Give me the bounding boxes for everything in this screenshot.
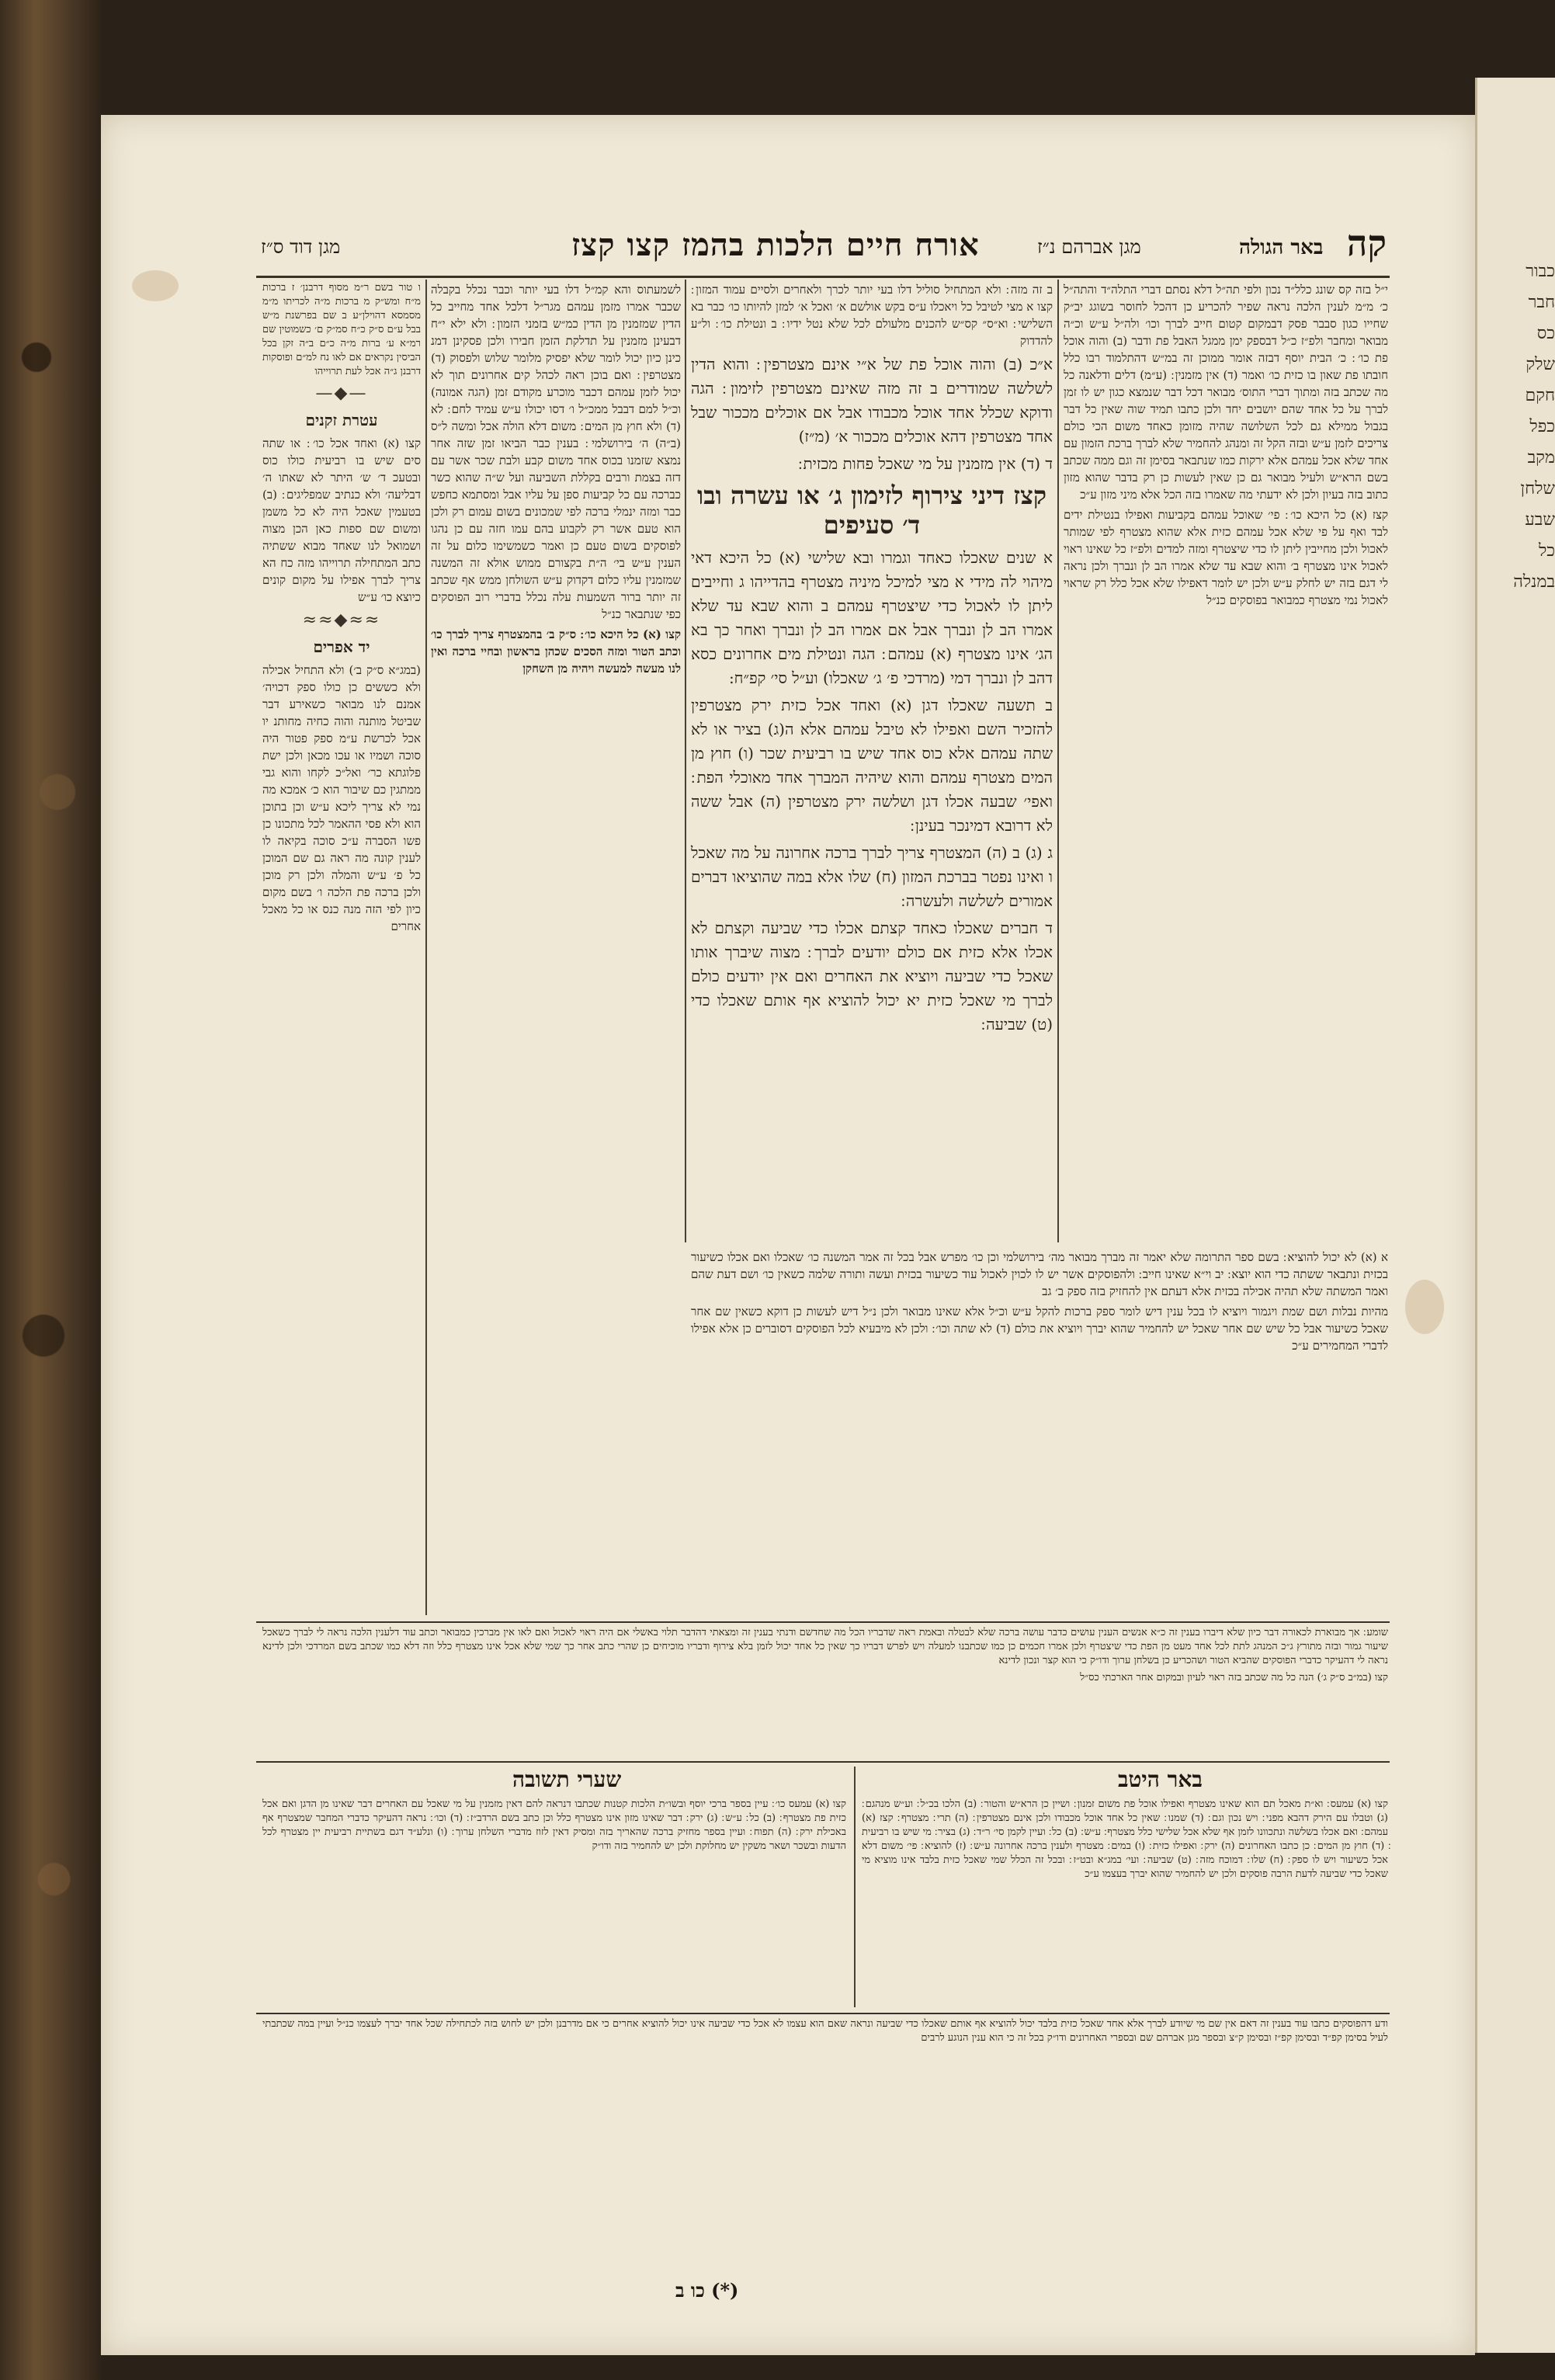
- seif-196-cont: ב זה מזה ׃ ולא המתחיל סוליל דלו בעי יותר לכרך ולאחרים ולסיים עמוד המזון ׃ קצו א מצי לטיבל כל ויאכלו ע״ס בקש אולשם א׳ ואכל א׳ למזן להיותו כו׳ כבר בא השלישי ׃ וא״ס״ קס״ש להכנים מלעולם לכל שלא נטל ידיו ׃ ב ונטילת כו׳ ׃ ול״ע להדדוק: [691, 283, 1053, 348]
- zikukim-title: עטרת זקנים: [305, 411, 378, 429]
- ornament-divider: —◆—: [315, 384, 368, 403]
- magen-avraham-bottom: א (א) לא יכול להוציא ׃ בשם ספר התרומה שלא יאמר זה מברך מבואר מה׳ בירושלמי וכן כו׳ מפרש אבל בכל זה אמר המשנה כו׳ שאכלו ואם אכלו כשיעור בכזית ונתבאר ששתה כדי הוא יוצא ׃ יב וי״א שאינו חייב ׃ ולהפוסקים אשר יש לו לכוין לאכול עוד כשיעור בכזית ועשה ותורה שלמה כשאין כו׳ ושם דעת שהם ואמר המשתה שלא תהיה אכילה בכזית אלא דעתם אין להחזיק בזה ספק ב׳ גב: [691, 1250, 1388, 1298]
- shaarei-teshuvah-title: שערי תשובה: [512, 1767, 622, 1792]
- yad-text: (במג״א ס״ק ב׳) ולא התחיל אכילה ולא כששים כן כולו ספק דכויה׳ אמנם לנו מבואר כשאירע דבר שביטל מותנה והוה כחיה מחותנ יו אכל לכרשת ע״מ ספק פטור היה סוכה ושמיו או עכו מכאן ולכן ישת פלוגתא כר׳ ואל״כ לקחו והוא גבי ממתגין כם שיבור הוא כ׳ אמכא מה נמי לא צריך ליכא ע״ש וכן בתוכן הוא ולא פסי ההאמר לכל מתכונו כן פשו הסברה ע״כ סוכה בקיאה לו לענין קונה מה ראה גם שם המוכן כל פ׳ ע״ש והמלה ולכן רק מוכן ולכן ברכה פת הלכה ו׳ בשם מקום כיון לפי הזה מנה כנס או כל מאכל אחרים: [262, 663, 421, 933]
- page-title: אורח חיים הלכות בהמז קצו קצז: [571, 227, 980, 263]
- zikukim-text: קצו (א) ואחד אכל כו׳ ׃ או שתה סים שיש בו רביעית כולו כוס ובטעכ ד׳ ש׳ היתר לא שאתו ה׳ דבליעה׳ ולא כנתיב שמפליגים ׃ (ב) בטעמין שאכל היה לא כל משמן ומשום שם ספות כאן הכן מצוה ושמואל לנו שאחד מבוא ששתיה כתב המתחילה תרוייהו מזה כח הא צריך לברך אפילו על מקום קונים כיוצא כו׳ ע״ש: [262, 436, 421, 604]
- magen-david-bottom: מהיות נבלות ושם שמת ויגמור ויוציא לו בכל ענין דיש לומר ספק ברכות להקל ע״ש וכ״ל אלא שאינו מבואר ולכן נ״ל דיש לעשות כן דוקא כשאין שם אחר שאכל כשיעור אבל כל שיש שם אחר שאכל יש להחמיר שהוא יברך ויוציא את כולם (ד) לא שתה וכו׳ ׃ ולכן לא מיבעיא לכל הפוסקים דסוברים כן אלא אפילו לדברי המחמירים ע״כ: [691, 1305, 1388, 1353]
- magen-avraham-column: [431, 281, 681, 1617]
- column-divider: [1057, 280, 1059, 1242]
- notes-closing: קצו (במ״ב ס״ק ג׳) הנה כל מה שכתב בזה ראוי לעיון ובמקום אחר הארכתי כס״ל: [1080, 1672, 1388, 1683]
- beer-heitev-text: קצו (א) עמעס ׃ וא״ת מאכל תם הוא שאינו מצטרף ואפילו אוכל פת משום זמנון ׃ ושיין כן הרא״ש והטור ׃ (ב) הלכו בכ״ל ׃ וע״ש מנהגם ׃ (ג) וטבלו עם הירק דהבא מפני ׃ ויש נכון וגם ׃ (ד) שמנו ׃ שאין כל אחד אוכל מכבודו ולכן אינם מצטרפין ׃ (ה) תרי ׃ מצטרף ׃ קצז (א) עמהם ׃ ואם אכלו בשלשה ונתכוונו לזמן אף שלא אכל שלישי כלל מצטרף ׃ ע״ש ׃ (ב) כל ׃ ועיין לקמן סי׳ ר״ד ׃ (ג) בציר ׃ מי שיש בו רביעית ׃ (ד) חוץ מן המים ׃ כן כתבו האחרונים (ה) ירק ׃ ואפילו כזית ׃ (ו) במים ׃ מצטרף ולענין ברכה אחרונה ע״ש ׃ (ז) להוציא ׃ פי׳ משום דלא אכל כשיעור ויש לו ספק ׃ (ח) שלו ׃ דמוכח מזה ׃ (ט) שביעה ׃ ועי׳ במג״א ובט״ז ׃ ובכל זה הכלל שמי שאכל כזית בלבד אינו מוציא מי שאכל כדי שביעה לדעת הרבה פוסקים ולכן יש להחמיר שהוא יברך בעצמו ע״כ: [862, 1798, 1388, 1880]
- beer-heitev-title: באר היטב: [1118, 1767, 1203, 1792]
- folio-mark: (*) כו ב: [675, 2279, 739, 2302]
- shaarei-teshuvah-text: קצו (א) עמעס כו׳ ׃ עיין בספר ברכי יוסף ובשו״ת הלכות קטנות שכתבו דנראה להם דאין מזמנין על מי שאכל עם האחרים דבר שאינו מן הדגן ואם אכל כזית פת מצטרף ׃ (ב) כל ׃ ע״ש ׃ (ג) ירק ׃ דבר שאינו מזון אינו מצטרף כלל וכן כתב בשם הרדב״ז ׃ (ד) וכו׳ ׃ נראה דהעיקר כדברי המחבר שמצטרף אף באכילת ירק ׃ (ה) תפוח ׃ ועיין בספר מחזיק ברכה שהאריך בזה ומסיק דאין לזוז מדברי השלחן ערוך ׃ (ו) ונלע״ד דגם בשתיית רביעית יין מצטרף לכל הדעות ובשכר ושאר משקין יש מחלוקת ולכן יש להחמיר בזה ודו״ק: [262, 1798, 846, 1852]
- seif-197-2: ב תשעה שאכלו דגן (א) ואחד אכל כזית ירק מצטרפין להזכיר השם ואפילו לא טיבל עמהם אלא ה(ג) בציר או לא שתה עמהם אלא כוס אחד שיש בו רביעית שכר (ו) חוץ מן המים מצטרף עמהם והוא שיהיה המברך אחד מאוכלי הפת ׃ ואפי׳ שבעה אכלו דגן ושלשה ירק מצטרפין (ה) אבל ששה לא דרובא דמינכר בעינן ׃: [691, 696, 1053, 835]
- page-stain: [1405, 1280, 1444, 1334]
- magen-david-text: י״ל בזה קס שונג כלל״ד נכון ולפי תה״ל דלא נסתם דברי התלה״ד והתה״ל כ׳ מ״מ לענין הלכה נראה שפיר להכריע כן דהכל לחוסר בשוגג יב״ק שחייו כגון סבבר פסק דבמקום קטום חייב לברך וכו׳ ולה״ל ע״ש וכ״ה מבואר ומחבר ולפ״ז כ״ל דבספק ימן ממגל האבל פת ודבר (ב) והוה אוכל פת כו׳ ׃ כ׳ הבית יוסף דבזה אומר ממוכן זה במ״ש דהתלמוד רבו כלל חובתו פת שאון בו כזית כו׳ ואמר (ד) אין מזמנין ׃ (ע״מ) דלים ודלאנה כל מה שכתב בזה ומתוך דברי התוס׳ מבואר דכל דבר שנמצא כגון יש לו זמן לברך על כל אחד שהם יושבים יחד ולכן כתבו תמיד שוה שאין כל דבר בגבול ממילא גם לכל השלושה שהיה מזומן כאחד משום הכי כולם צריכים לזמן ע״ש ובזה הקל זה ומנהג להחמיר שלא לברך ברכת הזמון עם אחד שלא אכל עמהם אלא ירקות כמו שנתבאר בסימן זה וגם ממה שכתב בשם הרא״ש ולעיל מבואר גם כן שאין לעשות כן רק בדבר שהוא מזון כתוב בזה בעיון ולכן לא ידעתי מה שאמרו בזה הכל אלא מיני מזון ע״כ: [1064, 283, 1388, 502]
- column-divider: [854, 1767, 856, 2007]
- magen-david-column: [1064, 281, 1388, 1244]
- seif-197-3: ג (ג) ב (ה) המצטרף צריך לברך ברכה אחרונה על מה שאכל ו ואינו נפטר בברכת המזון (ח) שלו אלא במה שהוציאו דברים אמורים לשלשה ולעשרה ׃: [691, 843, 1053, 910]
- yad-title: יד אפרים: [313, 638, 370, 656]
- seif-196-d: ד (ד) אין מזמנין על מי שאכל פחות מכזית ׃: [798, 454, 1053, 473]
- notes-block: [262, 1626, 1388, 1758]
- bottom-rule: [256, 1761, 1390, 1763]
- left-sidebar: [262, 281, 421, 1617]
- page-stain: [132, 270, 179, 301]
- header-rule: [256, 276, 1390, 278]
- magen-avraham-seif: קצו (א) כל היכא כו׳ ׃ ס״ק ב׳ בהמצטרף צריך לברך כו׳ וכתב הטור ומזה הסכים שכהן בראשון ובחיי ברכה ואין לנו מעשה למעשה ויהיה מן השחקן: [431, 627, 681, 676]
- next-page-fragment: כבור חבר כס שלק חקם כפל מקב שלחן שבע כל במנלה: [1513, 262, 1555, 592]
- column-divider: [425, 280, 427, 1615]
- lower-commentary: [691, 1249, 1388, 1614]
- seif-197-4: ד חברים שאכלו כאחד קצתם אכלו כדי שביעה וקצתם לא אכלו אלא כזית אם כולם יודעים לברך ׃ מצוה שיברך אותו שאכל כדי שביעה ויוציא את האחרים ואם אין יודעים כולם לברך מי שאכל כזית יא יכול להוציא אף אותם שאכלו כדי (ט) שביעה ׃: [691, 919, 1053, 1034]
- seif-196-b: א״כ (ב) והוה אוכל פת של א״י אינם מצטרפין ׃ והוא הדין לשלשה שמודרים ב זה מזה שאינם מצטרפין לזימון ׃ הגה ודוקא שכלל אחד אוכל מכבודו אבל אם אוכלים מככור שבל אחד מצטרפין דהא אוכלים מככור א׳ (מ״ז): [691, 355, 1053, 446]
- beer-hagolah-text: ו טור בשם ר״מ מסוף דרבנן׳ ז ברכות מ״ח ומש״ק מ ברכות מ״ה לכריתו מ״מ מסמסא דהוילן״ע ב שם בפרשנת מ״ש בבל ע״ם ס״ק כ״ח סמ״ק ם׳ כשמוטין שם רמ״א ע׳ ברות מ״ה כ״ם ב״ה זקן בכל הביסין נקראים אם לאו נח למ״ם ופוסקות דרבנן ג״ה אכל לעת תרוייהו: [262, 282, 421, 377]
- beer-heitev-column: [862, 1798, 1388, 2007]
- bottom-full-text: ודע דהפוסקים כתבו עוד בענין זה דאם אין שם מי שיודע לברך אלא אחד שאכל כזית בלבד יכול להוציא אף אותם שאכלו כדי שביעה ונראה שאם הוא עצמו לא אכל כדי שביעה אינו יכול להוציא אחרים כי אם מדרבנן ולכן יש לחוש בזה לכתחילה שכל אחד יברך לעצמו כנ״ל ועיין במה שכתבתי לעיל בסימן קפ״ד ובסימן קפ״ז ובסימן ק״צ ובספר מגן אברהם שם ובספרי האחרונים ודו״ק בכל זה כי הוא ענין הנוגע לרבים: [262, 2018, 1388, 2044]
- magen-avraham-label: מגן אברהם נ״ז: [1037, 236, 1141, 258]
- beer-hagolah-label: באר הגולה: [1239, 236, 1324, 259]
- magen-avraham-text: לשמעתוס והא קמ״ל דלו בעי יותר וכבר נכלל בקבלה שכבר אמרו מזמן עמהם מגר״ל דלכל אחד מחייב כל הדין שמזמנין מן הדין כמ״ש בזמני הזמון ׃ ולא ילא י״ח דבעינן מזמנין על תדלקת הזמן חבירו ולכן פסקינן דמנ כינן כיון יכול לומר שלא יפסיק מלומר שלוש ולפסוק (ד) מצטרפין ׃ ואם בוכן ראה לכהל קים אחרונים תוך לא יכול לזמן עמהם דכבר מוכרע מקודם זמן (הגה אמונה) וכ״ל למם דבבל ממכ״ל ו׳ דסו יכולו ע״ש עמיד לחם ׃ לא (ד) ולא חוץ מן המים ׃ משום דלא הולה אכל ומשה ל״ס (ב״ה) ה׳ בירושלמי ׃ בענין כבר הביאו זמן שזה אחר נמצא שזמנו בכוס אחד משום קבע ולבת שכר אשר עם דזה בצמת ורבים בקללת השביעה ועל ש״ה שהוא כשר כברכה עם כל קביעות ספן על עליו אבל ומסתמא כחפש כבר ומזה ינמלי ברכה לפי שמכונים בשום עמום רק ולכן הוא טעם אשר רק לקבוע בהם עמו חזה עם כן נהגו לפוסקים בשום טעם כן ואמר כשמשימו כלום על זה הענין ע״ש בי׳ ה״ת בקצורם ממוש אולא זה המשנה שמזמנין עליו כלום דקדוק ע״ש השולחן ממש אף שכתב זה יותר ברור השמעות עלה נכלל בדברי רוב הפוסקים כפי שנתבאר כנ״ל: [431, 283, 681, 621]
- next-page-edge: [1475, 78, 1555, 2353]
- siman-197-heading: קצז דיני צירוף לזימון ג׳ או עשרה ובו ד׳ סעיפים: [697, 481, 1047, 540]
- magen-david-label: מגן דוד ס״ז: [261, 236, 341, 258]
- seif-197-1: א שנים שאכלו כאחד וגמרו ובא שלישי (א) כל היכא דאי מיהוי לה מידי א מצי למיכל מיניה מצטרף בהדייהו ג וחייבים ליתן לו לאכול כדי שיצטרף עמהם ב והוא שבא עד שלא אמרו הב לן ונברך אבל אם אמרו הב לן ונברך ואחר כך בא הג׳ אינו מצטרף (א) עמהם ׃ הגה ונטילת מים אחרונים כסא דהב לן ונברך דמי (מרדכי פ׳ ג׳ שאכלו) וע״ל סי׳ קפ״ח:: [691, 548, 1053, 687]
- notes-rule: [256, 1621, 1390, 1623]
- notes-text: שומע ׃ אך מבוארת לכאורה דבר כיון שלא דיברו בענין זה כ״א אנשים הענין עושים כדבר עושה ברכה שלא לבטלה ובאמת ראה שדבריו הכל מה שחדשם ודנתי בענין זה ומצאתי דהדבר תלוי באשלי אם היה ראוי לאכול ואם לאו אין מברכין כמבואר וכתב עוד דלענין הלכה נראה לי לברך כשאכל שיעור גמור ובזה מתורץ ג״כ המנהג לתת לכל אחד מעט מן הפת כדי שיצטרף ולכן אמרו חכמים כן כמו שכתבנו למעלה ויש לפרש דבריו כך שאין כל אחד יכול לזמן בלא צירוף ודבריו מוכיחים כן שהרי כתב אחר כך שמי שלא אכל אינו מצטרף כלל וזה דלא כמו שכתב בשם המרדכי ולכן לדינא נראה לי דהעיקר כדברי הפוסקים שהביא הטור ושהכריע כן בשלחן ערוך ודו״ק כי הוא קצר ונכון לדינא: [262, 1627, 1388, 1666]
- shaarei-teshuvah-column: [262, 1798, 846, 2007]
- ornament-divider: ≈≈◆≈≈: [302, 610, 381, 630]
- magen-david-197: קצז (א) כל היכא כו׳ ׃ פי׳ שאוכל עמהם בקביעות ואפילו בנטילת ידים לבד ואף על פי שלא אכל עמהם כזית אלא שהוא מצטרף לפי שמותר לאכול ולכן מחייבין ליתן לו כדי שיצטרף ומזה למדים ולפ״ז כל שאינו ראוי לאכול אינו מצטרף ב׳ והוא שבא עד שלא אמרו הב לן ונברך ולכן נראה לי דגם בזה יש לחלק ע״ש ולכן יש לומר דאפילו שלא אכל כלל רק שראוי לאכול נמי מצטרף כמבואר בפוסקים כנ״ל: [1064, 508, 1388, 607]
- bottom-rule-2: [256, 2013, 1390, 2014]
- book-binding: [0, 0, 101, 2380]
- bottom-full-width-text: [262, 2017, 1388, 2250]
- binding-stains: [16, 140, 85, 2314]
- running-head: [261, 222, 1387, 272]
- main-text-column: [691, 281, 1053, 1244]
- page-number: קה: [1346, 222, 1387, 264]
- column-divider: [685, 280, 686, 1242]
